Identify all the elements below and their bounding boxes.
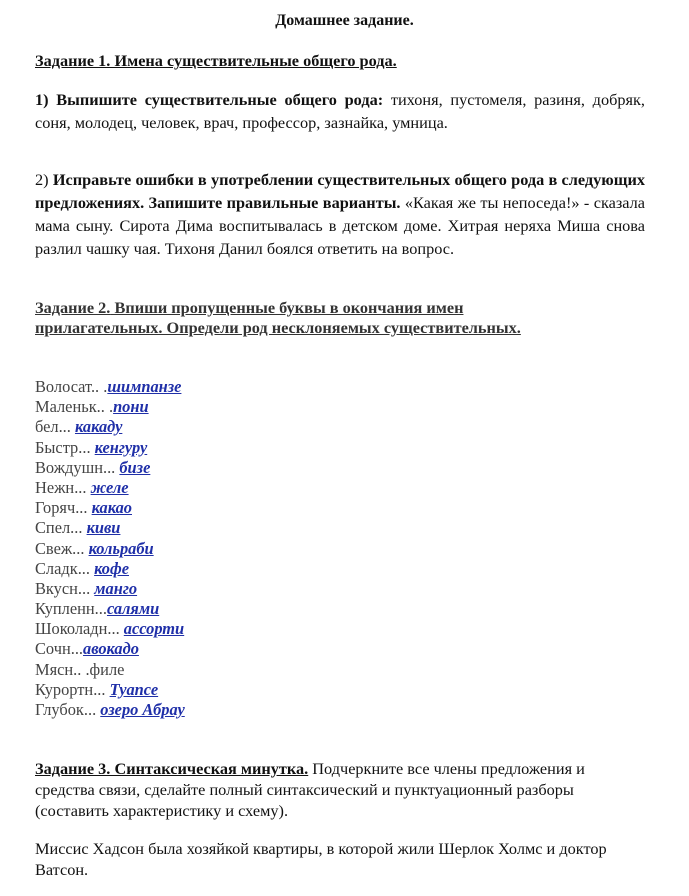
task2-heading-line1 <box>35 298 645 318</box>
item-prefix: Свеж... <box>35 538 89 558</box>
item-answer: какао <box>91 498 132 518</box>
item-prefix: Быстр... <box>35 437 95 457</box>
task1-heading: Задание 1. Имена существительные общего рода. <box>35 51 397 70</box>
list-item <box>35 680 185 700</box>
task2-heading <box>35 298 645 338</box>
item-prefix: Горяч... <box>35 498 92 518</box>
page-title: Домашнее задание. <box>275 12 414 29</box>
item-answer: бизе <box>119 457 151 477</box>
item-prefix: Волосат.. . <box>35 377 108 396</box>
list-item <box>35 639 185 659</box>
item-prefix: Вкусн... <box>35 578 95 598</box>
list-item <box>35 599 185 619</box>
task3-instruction: Подчеркните все члены предложения и средства связи, сделайте полный синтаксический и пунктуационный разборы (составить характеристику и схему). <box>35 759 585 820</box>
task1-part2-sentences: «Какая же ты непоседа!» - сказала мама сыну. Сирота Дима воспитывалась в детском доме. Хитрая неряха Миша снова разлил чашку чая. Тихоня Данил боялся ответить на вопрос. <box>35 193 645 258</box>
item-prefix: Мясн.. .филе <box>35 659 125 679</box>
list-item <box>35 700 185 720</box>
task1-part2-instruction: Исправьте ошибки в употреблении существительных общего рода в следующих предложениях. Запишите правильные варианты. <box>35 170 645 212</box>
list-item <box>35 377 185 397</box>
task3-heading: Задание 3. Синтаксическая минутка. <box>35 759 309 778</box>
task1-part2 <box>35 168 645 260</box>
item-answer: кенгуру <box>94 437 148 457</box>
item-prefix: Сладк... <box>35 558 95 578</box>
item-prefix: Шоколадн... <box>35 619 124 639</box>
item-prefix: Маленьк.. . <box>35 397 114 417</box>
item-answer: салями <box>106 599 160 619</box>
item-answer: желе <box>90 477 129 497</box>
list-item <box>35 559 185 579</box>
item-prefix: Вождушн... <box>35 457 120 477</box>
list-item <box>35 478 185 498</box>
list-item <box>35 397 185 417</box>
list-item <box>35 417 185 437</box>
item-answer: ассорти <box>123 619 185 639</box>
list-item <box>35 539 185 559</box>
item-prefix: Купленн... <box>35 599 107 619</box>
task1-part2-number: 2) <box>35 170 53 189</box>
list-item <box>35 438 185 458</box>
list-item <box>35 660 185 680</box>
item-prefix: Сочн... <box>35 639 84 659</box>
item-answer: киви <box>86 518 121 538</box>
item-answer: кольраби <box>88 538 154 558</box>
task3-block <box>35 758 645 821</box>
task1-part1-words: тихоня, пустомеля, разиня, добряк, соня, молодец, человек, врач, профессор, зазнайка, умница. <box>35 90 645 132</box>
item-prefix: Глубок... <box>35 700 101 719</box>
item-answer: манго <box>94 578 138 598</box>
item-answer: Туапсе <box>109 679 159 699</box>
item-answer: озеро Абрау <box>100 700 185 719</box>
task1-part1 <box>35 88 645 134</box>
item-answer: шимпанзе <box>107 377 182 396</box>
item-answer: какаду <box>74 417 123 437</box>
list-item <box>35 458 185 478</box>
item-answer: кофе <box>94 558 129 578</box>
task2-label: Задание 2. <box>35 298 111 317</box>
list-item <box>35 498 185 518</box>
item-prefix: Курортн... <box>35 679 110 699</box>
list-item <box>35 619 185 639</box>
task1-part1-instruction: 1) Выпишите существительные общего рода: <box>35 90 384 109</box>
item-prefix: Спел... <box>35 518 87 538</box>
list-item <box>35 518 185 538</box>
item-prefix: Нежн... <box>35 477 91 497</box>
item-answer: пони <box>113 397 149 417</box>
task2-instruction-line1: Впиши пропущенные буквы в окончания имен <box>110 298 464 317</box>
task2-word-list <box>35 377 185 720</box>
task2-heading-line2: прилагательных. Определи род несклоняемых существительных. <box>35 318 521 337</box>
list-item <box>35 579 185 599</box>
item-answer: авокадо <box>83 639 139 659</box>
item-prefix: бел... <box>35 417 75 437</box>
task3-sentence: Миссис Хадсон была хозяйкой квартиры, в которой жили Шерлок Холмс и доктор Ватсон. <box>35 839 607 879</box>
